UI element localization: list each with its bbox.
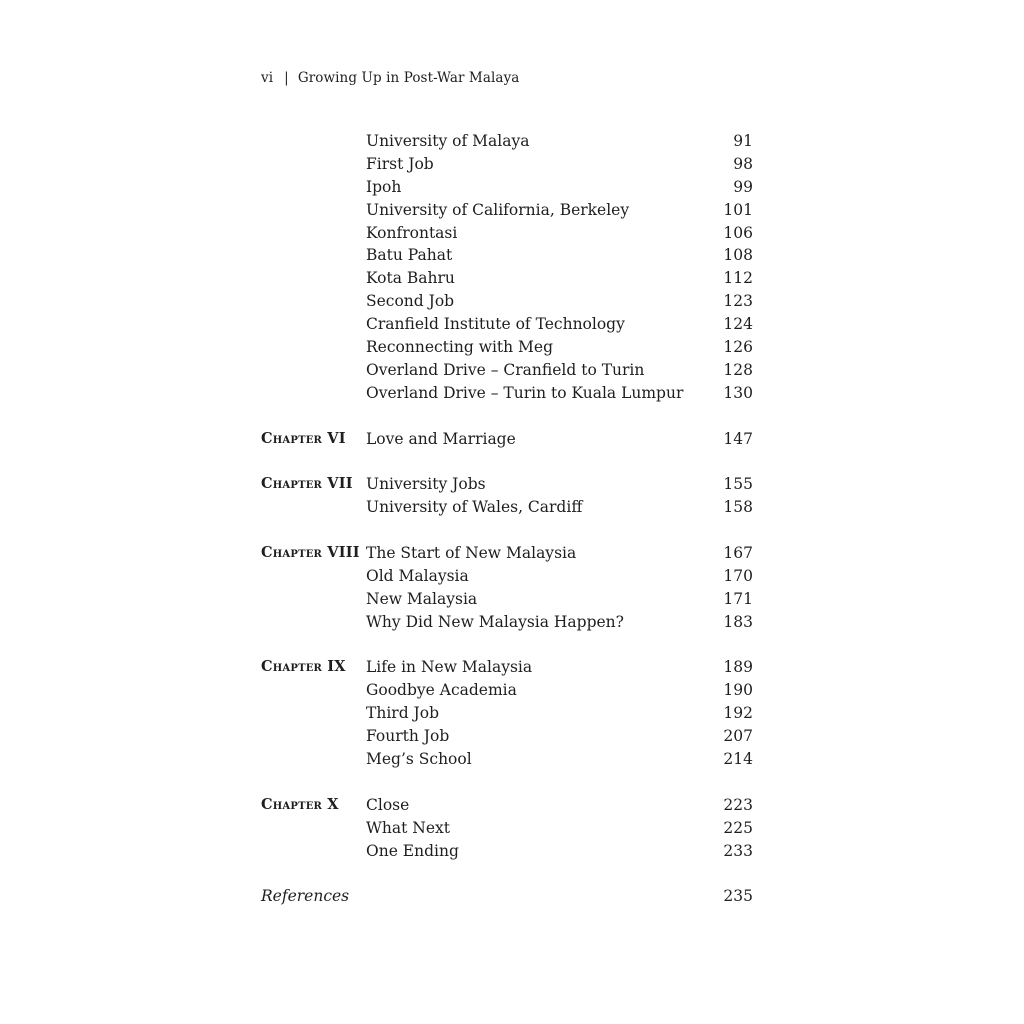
entry-page-number: 171 (723, 589, 753, 608)
toc-entry (261, 496, 753, 519)
entry-title: Close (366, 795, 410, 814)
entry-page-number: 106 (723, 223, 753, 242)
entry-title: Reconnecting with Meg (366, 338, 554, 357)
entry-title: Meg’s School (366, 750, 472, 769)
entry-page-number: 130 (723, 383, 753, 402)
toc-entry (261, 130, 753, 153)
chapter-row (261, 794, 753, 817)
entry-title: Third Job (366, 704, 440, 723)
entry-title: One Ending (366, 841, 459, 860)
toc-entry (261, 244, 753, 267)
entry-title: Second Job (366, 292, 455, 311)
entry-title: Konfrontasi (366, 223, 458, 242)
entry-title: The Start of New Malaysia (366, 544, 577, 563)
entry-title: New Malaysia (366, 589, 478, 608)
entry-title: University of California, Berkeley (366, 200, 630, 219)
entry-title: Overland Drive – Turin to Kuala Lumpur (366, 383, 684, 402)
chapter-label: Chapter VI (261, 429, 346, 447)
entry-page-number: 91 (733, 132, 753, 150)
toc-entry (261, 702, 753, 725)
table-of-contents (261, 130, 753, 908)
entry-page-number: 108 (723, 246, 753, 265)
entry-page-number: 190 (723, 681, 753, 700)
section-spacer (261, 519, 753, 542)
entry-title: Ipoh (366, 177, 402, 196)
entry-title: What Next (366, 818, 451, 837)
entry-title: Life in New Malaysia (366, 658, 533, 677)
entry-page-number: 155 (723, 475, 753, 494)
toc-entry (261, 748, 753, 771)
entry-page-number: 123 (723, 292, 753, 311)
toc-entry (261, 725, 753, 748)
entry-title: University of Malaya (366, 132, 530, 150)
entry-title: Love and Marriage (366, 429, 516, 448)
toc-entry (261, 153, 753, 176)
entry-title: Kota Bahru (366, 269, 455, 288)
section-spacer (261, 771, 753, 794)
entry-page-number: 183 (723, 612, 753, 631)
entry-page-number: 112 (723, 269, 753, 288)
toc-entry (261, 565, 753, 588)
book-title: Growing Up in Post-War Malaya (297, 70, 520, 86)
chapter-label: Chapter VII (261, 475, 353, 493)
entry-title: Why Did New Malaysia Happen? (366, 612, 624, 631)
chapter-label: Chapter IX (261, 658, 346, 676)
entry-page-number: 207 (723, 727, 753, 746)
toc-entry (261, 290, 753, 313)
toc-entry (261, 222, 753, 245)
section-spacer (261, 450, 753, 473)
entry-title: Batu Pahat (366, 246, 453, 265)
toc-entry (261, 679, 753, 702)
entry-title: Goodbye Academia (366, 681, 517, 700)
entry-title: University of Wales, Cardiff (366, 498, 583, 517)
entry-page-number: 189 (723, 658, 753, 677)
chapter-label: Chapter X (261, 795, 339, 813)
chapter-row (261, 473, 753, 496)
running-header (261, 70, 519, 86)
toc-entry (261, 382, 753, 405)
toc-entry (261, 359, 753, 382)
entry-page-number: 235 (723, 887, 753, 906)
references-entry (261, 885, 753, 908)
entry-page-number: 233 (723, 841, 753, 860)
toc-entry (261, 176, 753, 199)
entry-title: Overland Drive – Cranfield to Turin (366, 360, 645, 379)
entry-page-number: 192 (723, 704, 753, 723)
header-separator: | (284, 70, 289, 86)
entry-page-number: 124 (723, 315, 753, 334)
entry-page-number: 158 (723, 498, 753, 517)
entry-page-number: 167 (723, 544, 753, 563)
entry-page-number: 101 (723, 200, 753, 219)
toc-entry (261, 588, 753, 611)
entry-page-number: 128 (723, 360, 753, 379)
entry-page-number: 223 (723, 795, 753, 814)
toc-entry (261, 611, 753, 634)
toc-entry (261, 267, 753, 290)
entry-page-number: 98 (733, 154, 753, 173)
entry-page-number: 99 (733, 177, 753, 196)
chapter-row (261, 656, 753, 679)
chapter-row (261, 542, 753, 565)
section-spacer (261, 405, 753, 428)
entry-title: Fourth Job (366, 727, 450, 746)
entry-title: Cranfield Institute of Technology (366, 315, 625, 334)
entry-page-number: 214 (723, 750, 753, 769)
entry-title: First Job (366, 154, 434, 173)
entry-page-number: 225 (723, 818, 753, 837)
page-label: vi (261, 70, 274, 86)
chapter-row (261, 428, 753, 451)
entry-title: Old Malaysia (366, 566, 469, 585)
entry-page-number: 126 (723, 338, 753, 357)
section-spacer (261, 634, 753, 657)
entry-title: University Jobs (366, 475, 486, 494)
references-title: References (261, 887, 350, 906)
toc-entry (261, 313, 753, 336)
chapter-label: Chapter VIII (261, 544, 360, 562)
entry-page-number: 147 (723, 429, 753, 448)
toc-entry (261, 840, 753, 863)
toc-entry (261, 817, 753, 840)
section-spacer (261, 863, 753, 886)
entry-page-number: 170 (723, 566, 753, 585)
toc-entry (261, 199, 753, 222)
toc-entry (261, 336, 753, 359)
